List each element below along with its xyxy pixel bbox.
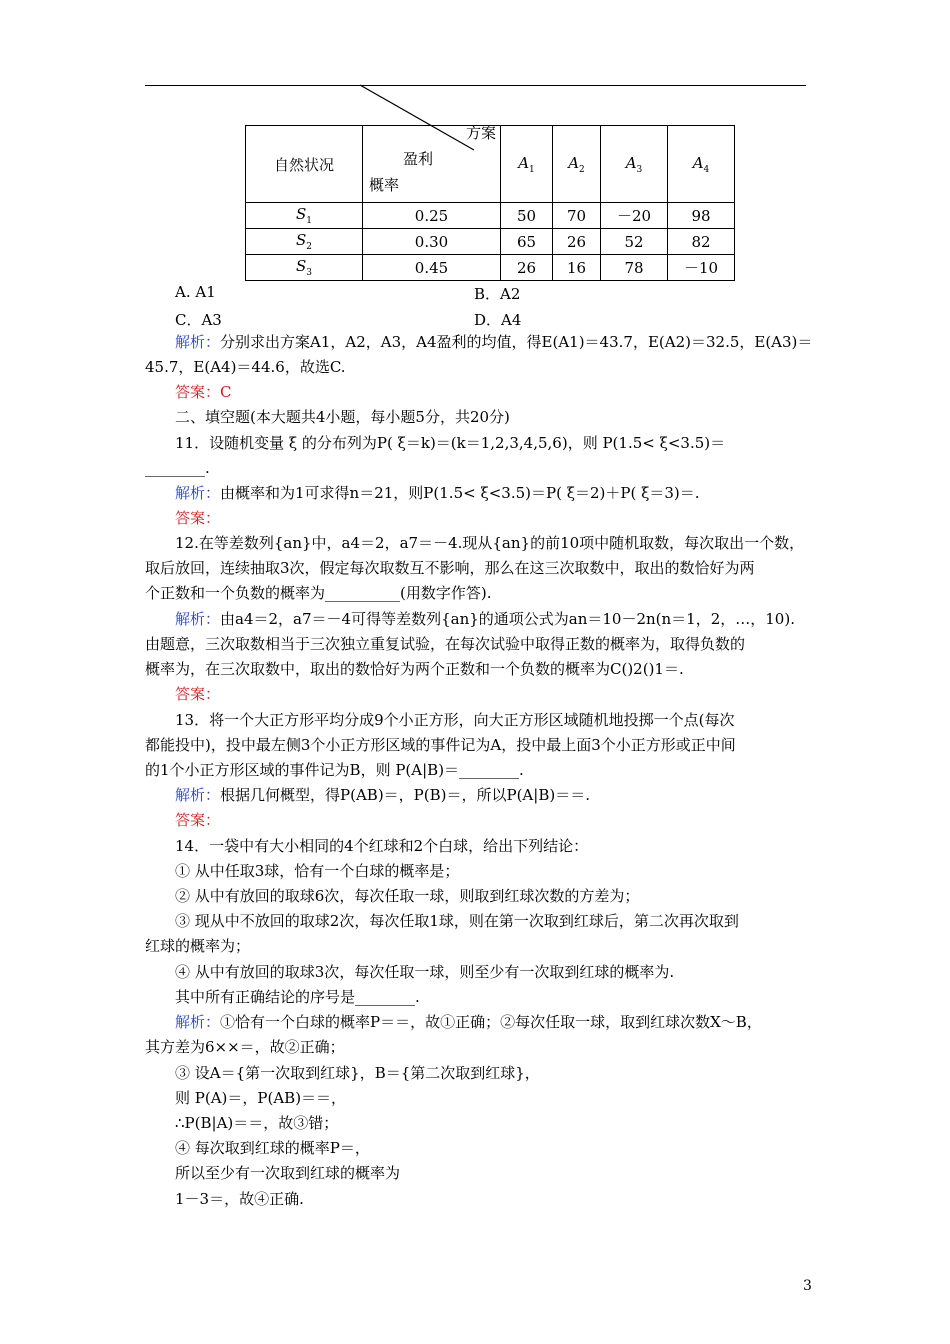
- statement-line: 红球的概率为；: [145, 937, 251, 955]
- statement-line: ④ 从中有放回的取球3次，每次任取一球，则至少有一次取到红球的概率为.: [175, 963, 675, 981]
- analysis-label: 解析：: [175, 484, 221, 502]
- question-line: 个正数和一个负数的概率为__________(用数字作答).: [145, 584, 492, 602]
- question-line: 都能投中)，投中最左侧3个小正方形区域的事件记为A，投中最上面3个小正方形或正中间: [145, 736, 736, 754]
- text-line: ④ 每次取到红球的概率P＝，: [175, 1139, 370, 1157]
- text-line: 解析：根据几何概型，得P(AB)＝，P(B)＝，所以P(A|B)＝＝.: [175, 786, 590, 804]
- option-d: D．A4: [474, 311, 522, 329]
- prob-cell: 0.45: [363, 255, 501, 281]
- value-cell: －10: [668, 255, 735, 281]
- option-a: A. A1: [175, 283, 216, 301]
- analysis-label: 解析：: [175, 1013, 221, 1031]
- text-line: 所以至少有一次取到红球的概率为: [175, 1164, 401, 1182]
- value-cell: 50: [501, 203, 553, 229]
- header-natural-state: 自然状况: [246, 126, 363, 203]
- text-line: ∴P(B|A)＝＝，故③错；: [175, 1114, 339, 1132]
- question-line: 12.在等差数列{an}中，a4＝2，a7＝－4.现从{an}的前10项中随机取数，每次取出一个数，: [175, 534, 805, 552]
- value-cell: 70: [553, 203, 601, 229]
- statement-line: ② 从中有放回的取球6次，每次任取一球，则取到红球次数的方差为；: [175, 887, 640, 905]
- state-cell: $S_1$: [246, 203, 363, 229]
- answer-line: 答案：: [175, 685, 221, 703]
- section-heading: 二、填空题(本大题共4小题，每小题5分，共20分): [175, 408, 510, 426]
- option-c: C．A3: [175, 311, 222, 329]
- question-line: 14．一袋中有大小相同的4个红球和2个白球，给出下列结论：: [175, 837, 589, 855]
- text-line: 概率为，在三次取数中，取出的数恰好为两个正数和一个负数的概率为C()2()1＝.: [145, 660, 684, 678]
- value-cell: 65: [501, 229, 553, 255]
- statement-line: ① 从中任取3球，恰有一个白球的概率是；: [175, 862, 460, 880]
- text-line: 则 P(A)＝，P(AB)＝＝，: [175, 1089, 347, 1107]
- statement-line: ③ 现从中不放回的取球2次，每次任取1球，则在第一次取到红球后，第二次再次取到: [175, 912, 739, 930]
- blank-line: ________.: [145, 459, 210, 477]
- question-line: 11．设随机变量 ξ 的分布列为P( ξ＝k)＝(k＝1,2,3,4,5,6)，则 P(1.5< ξ<3.5)＝: [175, 434, 726, 452]
- question-line: 13．将一个大正方形平均分成9个小正方形，向大正方形区域随机地投掷一个点(每次: [175, 711, 735, 729]
- corner-profit: 盈利: [403, 150, 434, 168]
- header-plan: $A_1$: [501, 126, 553, 203]
- header-plan: $A_2$: [553, 126, 601, 203]
- analysis-label: 解析：: [175, 786, 221, 804]
- text-line: 解析：①恰有一个白球的概率P＝＝，故①正确；②每次任取一球，取到红球次数X～B，: [175, 1013, 762, 1031]
- state-cell: $S_3$: [246, 255, 363, 281]
- value-cell: 52: [601, 229, 668, 255]
- state-cell: $S_2$: [246, 229, 363, 255]
- question-line: 的1个小正方形区域的事件记为B，则 P(A|B)＝________.: [145, 761, 524, 779]
- option-b: B．A2: [474, 285, 521, 303]
- profit-table: [245, 125, 735, 281]
- answer-line: 答案：: [175, 509, 221, 527]
- analysis-label: 解析：: [175, 333, 221, 351]
- text-line: 其方差为6××＝，故②正确；: [145, 1038, 345, 1056]
- text-line: 解析：由a4＝2，a7＝－4可得等差数列{an}的通项公式为an＝10－2n(n＝1，2，…，10).: [175, 610, 795, 628]
- value-cell: 26: [553, 229, 601, 255]
- value-cell: 98: [668, 203, 735, 229]
- text-line: 其中所有正确结论的序号是________.: [175, 988, 420, 1006]
- analysis-label: 解析：: [175, 610, 221, 628]
- value-cell: 78: [601, 255, 668, 281]
- value-cell: 26: [501, 255, 553, 281]
- header-corner: [363, 126, 501, 203]
- header-plan: $A_3$: [601, 126, 668, 203]
- value-cell: 16: [553, 255, 601, 281]
- text-line: 45.7，E(A4)＝44.6，故选C.: [145, 358, 346, 376]
- corner-probability: 概率: [369, 176, 400, 194]
- text-line: 解析：由概率和为1可求得n＝21，则P(1.5< ξ<3.5)＝P( ξ＝2)＋P( ξ＝3)＝.: [175, 484, 700, 502]
- prob-cell: 0.30: [363, 229, 501, 255]
- text-line: ③ 设A＝{第一次取到红球}，B＝{第二次取到红球}，: [175, 1064, 540, 1082]
- value-cell: 82: [668, 229, 735, 255]
- page-number: 3: [803, 1278, 812, 1294]
- answer-line: 答案：C: [175, 383, 232, 401]
- corner-plan: 方案: [465, 124, 496, 142]
- answer-line: 答案：: [175, 811, 221, 829]
- text-line: 解析：分别求出方案A1，A2，A3，A4盈利的均值，得E(A1)＝43.7，E(A2)＝32.5，E(A3)＝: [175, 333, 813, 351]
- value-cell: －20: [601, 203, 668, 229]
- text-line: 由题意，三次取数相当于三次独立重复试验，在每次试验中取得正数的概率为，取得负数的: [145, 635, 746, 653]
- text-line: 1－3＝，故④正确.: [175, 1190, 304, 1208]
- question-line: 取后放回，连续抽取3次，假定每次取数互不影响，那么在这三次取数中，取出的数恰好为两: [145, 559, 755, 577]
- header-plan: $A_4$: [668, 126, 735, 203]
- prob-cell: 0.25: [363, 203, 501, 229]
